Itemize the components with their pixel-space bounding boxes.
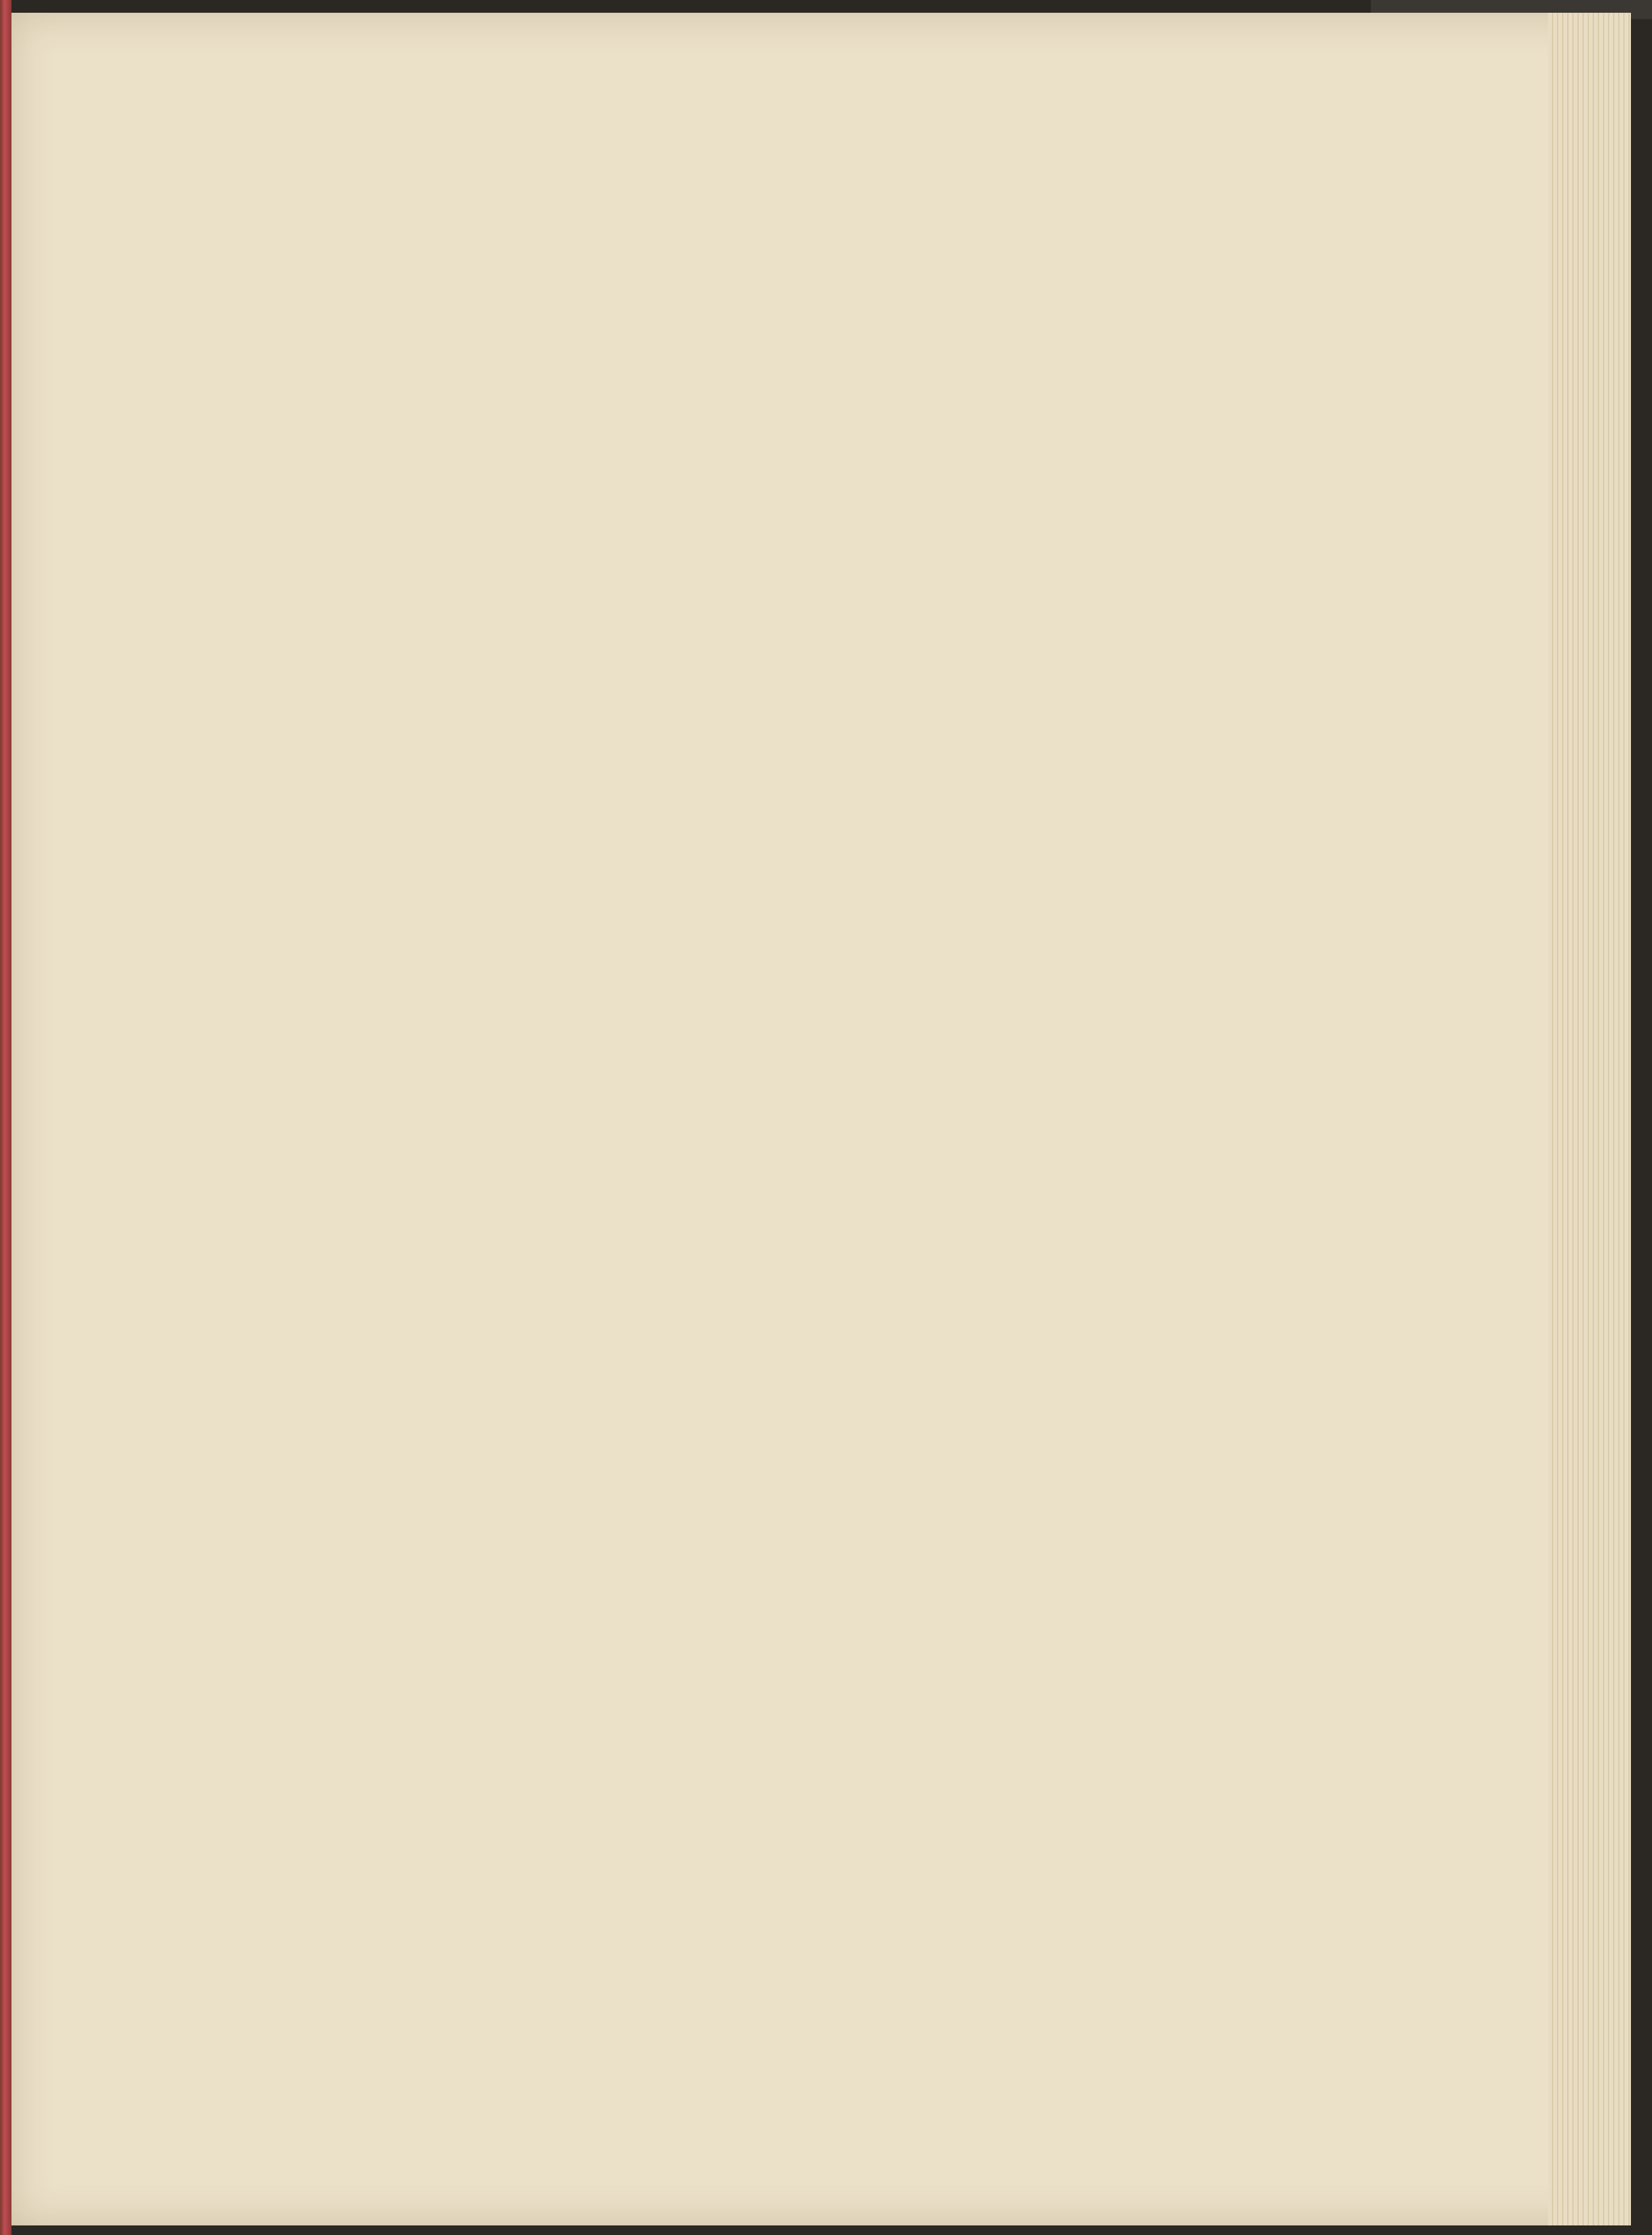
rotated-table-sheet [26, 41, 1403, 2146]
page-edge [1548, 13, 1631, 2225]
book-spine [0, 0, 11, 2235]
header-line [26, 41, 51, 2146]
